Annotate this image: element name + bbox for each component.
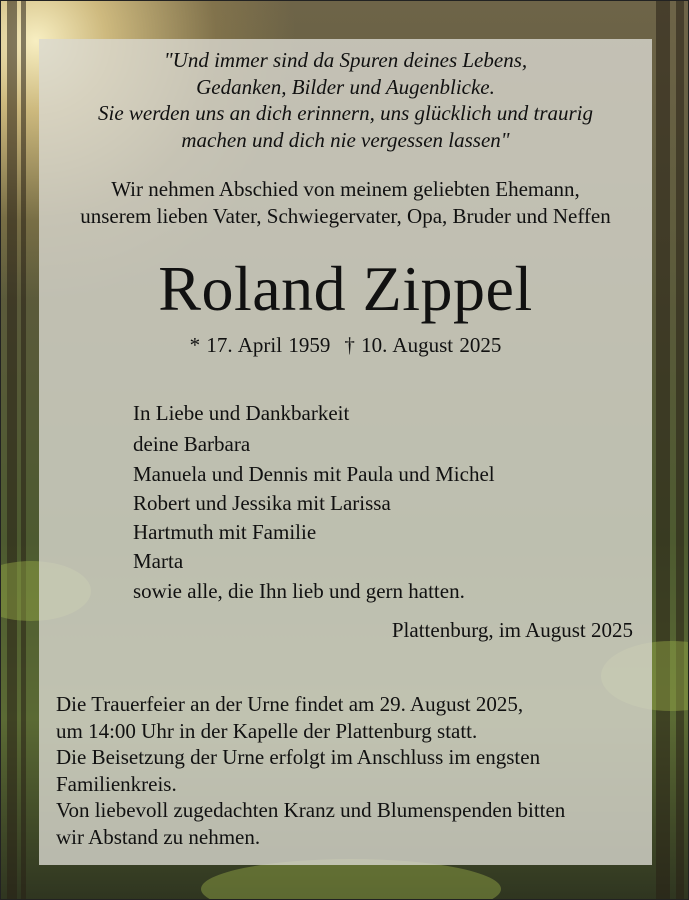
mourner-line: deine Barbara — [133, 432, 251, 457]
mourner-line: sowie alle, die Ihn lieb und gern hatten. — [133, 578, 465, 603]
moss-patch — [201, 859, 501, 900]
memorial-quote — [1, 47, 689, 153]
death-date: † 10. August 2025 — [344, 333, 502, 357]
intro-line: Wir nehmen Abschied von meinem geliebten Ehemann, — [111, 177, 580, 201]
mourners-heading: In Liebe und Dankbarkeit — [133, 401, 350, 425]
deceased-name: Roland Zippel — [158, 253, 533, 324]
birth-date: * 17. April 1959 — [189, 333, 331, 357]
quote-line: machen und dich nie vergessen lassen" — [181, 127, 510, 152]
place-and-date: Plattenburg, im August 2025 — [391, 618, 633, 642]
mourner-line: Manuela und Dennis mit Paula und Michel — [133, 461, 495, 486]
service-line: wir Abstand zu nehmen. — [56, 824, 261, 849]
service-line: Die Trauerfeier an der Urne findet am 29. August 2025, — [56, 692, 524, 716]
farewell-intro — [1, 176, 689, 230]
life-dates — [1, 332, 689, 358]
mourner-line: Robert und Jessika mit Larissa — [133, 490, 391, 515]
quote-line: Sie werden uns an dich erinnern, uns glücklich und traurig — [98, 101, 593, 125]
intro-line: unserem lieben Vater, Schwiegervater, Opa, Bruder und Neffen — [80, 204, 611, 228]
mourner-line: Marta — [133, 549, 184, 574]
quote-line: Gedanken, Bilder und Augenblicke. — [196, 74, 495, 99]
service-line: Die Beisetzung der Urne erfolgt im Anschluss im engsten — [56, 745, 541, 769]
service-line: um 14:00 Uhr in der Kapelle der Plattenburg statt. — [56, 718, 478, 743]
service-details — [56, 691, 646, 850]
service-line: Familienkreis. — [56, 771, 177, 796]
mourner-line: Hartmuth mit Familie — [133, 520, 317, 545]
mourners-list — [133, 399, 495, 606]
service-line: Von liebevoll zugedachten Kranz und Blumenspenden bitten — [56, 798, 566, 822]
quote-line: "Und immer sind da Spuren deines Lebens, — [163, 48, 528, 72]
